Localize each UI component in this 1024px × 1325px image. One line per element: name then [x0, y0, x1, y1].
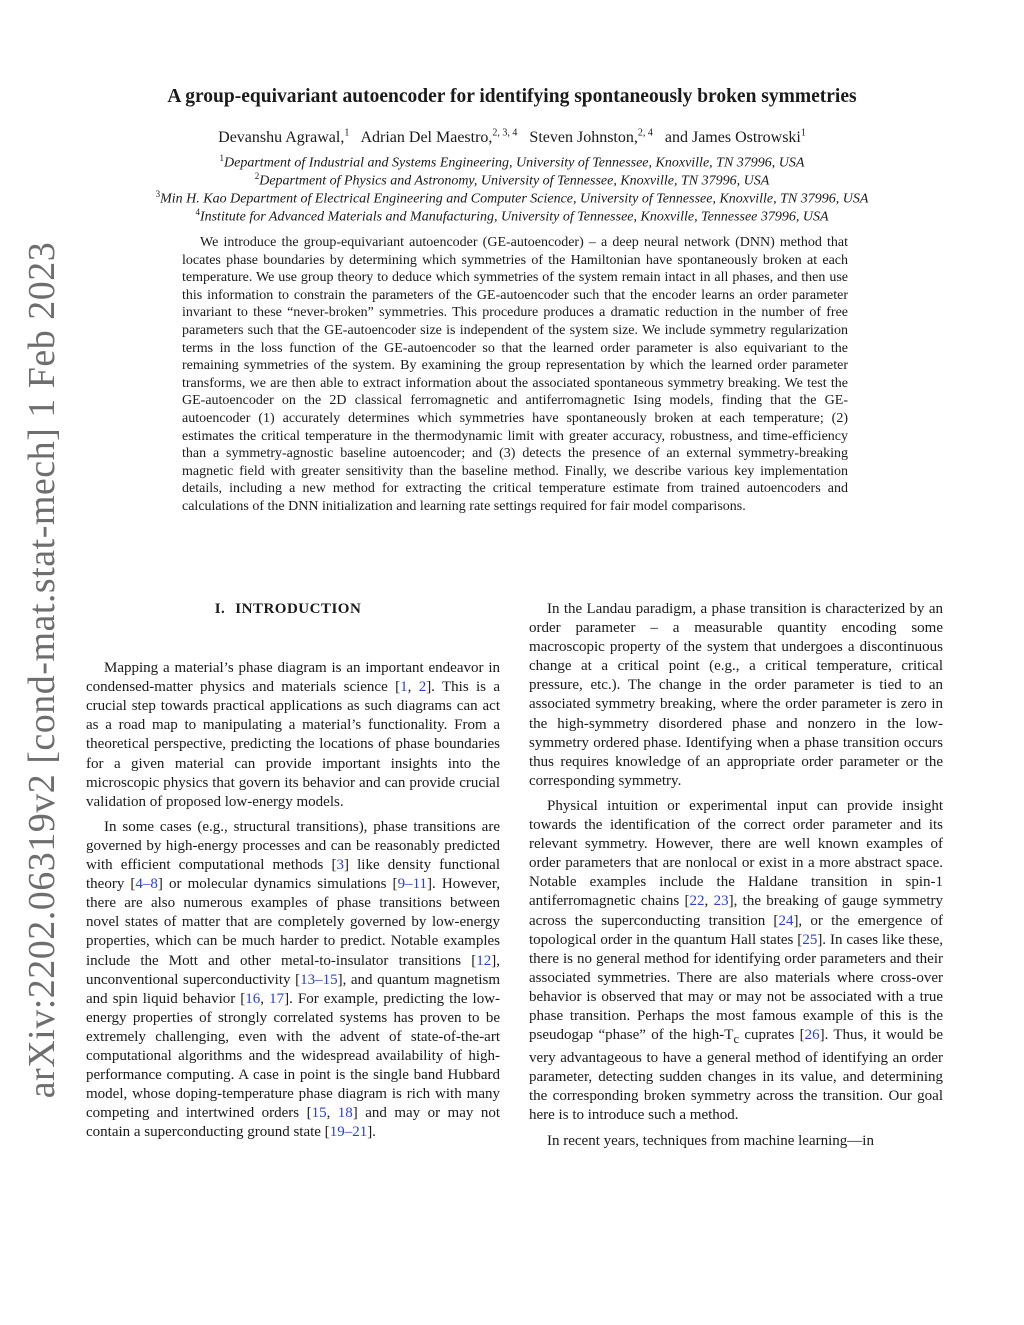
text-run: [ [395, 679, 401, 696]
citation-link[interactable]: 16 [245, 990, 261, 1007]
text-run: ], unconventional superconductivity [ [86, 952, 500, 988]
text-run: In some cases (e.g., structural transitions), phase transitions are governed by high-energy processes and can be reasonably predicted with efficient computational methods [ [86, 818, 500, 874]
text-run: ]. Thus, it would be very advantageous to have a general method of identifying an order parameter, detecting sudden changes in its value, and determining the corresponding broken symmetry across the transition. Our goal here is to introduce such a method. [529, 1027, 943, 1124]
citation-link[interactable]: 25 [802, 931, 818, 948]
text-run: , [260, 990, 270, 1007]
section-title: INTRODUCTION [235, 601, 362, 617]
subscript: c [733, 1032, 740, 1047]
affiliation: $^2$Department of Physics and Astronomy, University of Tennessee, Knoxville, TN 37996, USA [254, 171, 770, 189]
affiliation: $^1$Department of Industrial and Systems Engineering, University of Tennessee, Knoxville, TN 37996, USA [219, 153, 805, 171]
author-list [0, 128, 1024, 147]
text-run: , [407, 679, 419, 696]
text-run: ] and may or may not contain a superconducting ground state [ [86, 1105, 500, 1141]
section-number: I. [214, 601, 226, 617]
body-paragraph [86, 818, 500, 1143]
affiliation: $^4$Institute for Advanced Materials and Manufacturing, University of Tennessee, Knoxville, Tennessee 37996, USA [195, 207, 829, 225]
text-run: , [704, 893, 714, 910]
body-paragraph [86, 659, 500, 812]
text-run: ]. For example, predicting the low-energy properties of strongly correlated systems has proven to be extremely challenging, even with the advent of state-of-the-art computational algorithms and the widespread availability of high-performance computing. A case in point is the single band Hubbard model, whose doping-temperature phase diagram is rich with many competing and intertwined orders [ [86, 990, 501, 1122]
body-paragraph [529, 600, 943, 791]
section-heading [86, 600, 500, 619]
text-run: cuprates [ [739, 1027, 805, 1044]
text-run: ], and quantum magnetism and spin liquid behavior [ [86, 971, 500, 1007]
body-paragraph [529, 1132, 943, 1151]
citation-link[interactable]: 23 [713, 893, 729, 910]
body-paragraph [529, 797, 943, 1126]
citation-link[interactable]: 15 [311, 1105, 327, 1122]
text-run: ] or molecular dynamics simulations [ [157, 876, 398, 893]
citation-link[interactable]: 18 [337, 1105, 353, 1122]
citation-link[interactable]: 12 [476, 952, 492, 969]
citation-link[interactable]: 9–11 [397, 876, 428, 893]
arxiv-identifier-text: arXiv:2202.06319v2 [cond-mat.stat-mech] 1 Feb 2023 [21, 241, 63, 1099]
arxiv-identifier [14, 241, 70, 1099]
paper-title: A group-equivariant autoencoder for identifying spontaneously broken symmetries [167, 86, 857, 107]
right-column [529, 600, 943, 1157]
affiliation: $^3$Min H. Kao Department of Electrical Engineering and Computer Science, University of Tennessee, Knoxville, TN 37996, USA [155, 189, 869, 207]
abstract: We introduce the group-equivariant autoencoder (GE-autoencoder) – a deep neural network (DNN) method that locates phase boundaries by determining which symmetries of the Hamiltonian have spontaneously broken at each temperature. We use group theory to deduce which symmetries of the system remain intact in all phases, and then use this information to constrain the parameters of the GE-autoencoder such that the encoder learns an order parameter invariant to these “never-broken” symmetries. This procedure produces a dramatic reduction in the number of free parameters such that the GE-autoencoder size is independent of the system size. We include symmetry regularization terms in the loss function of the GE-autoencoder so that the learned order parameter is also equivariant to the remaining symmetries of the system. By examining the group representation by which the learned order parameter transforms, we are then able to extract information about the associated spontaneous symmetry breaking. We test the GE-autoencoder on the 2D classical ferromagnetic and antiferromagnetic Ising models, finding that the GE-autoencoder (1) accurately determines which symmetries have spontaneously broken at each temperature; (2) estimates the critical temperature in the thermodynamic limit with greater accuracy, robustness, and time-efficiency than a symmetry-agnostic baseline autoencoder; and (3) detects the presence of an external symmetry-breaking magnetic field with greater sensitivity than the baseline method. Finally, we describe various key implementation details, including a new method for extracting the critical temperature estimate from trained autoencoders and calculations of the DNN initialization and learning rate settings required for fair model comparisons. [182, 235, 848, 514]
citation-link[interactable]: 2 [418, 679, 427, 696]
citation-link[interactable]: 1 [400, 679, 408, 696]
author: Adrian Del Maestro,$^{2, 3, 4}$ [360, 128, 518, 147]
text-run: In the Landau paradigm, a phase transition is characterized by an order parameter – a measurable quantity encoding some macroscopic property of the system that undergoes a discontinuous change at a critical point (e.g., a critical temperature, critical pressure, etc.). The change in the order parameter is tied to an associated symmetry breaking, where the order parameter is zero in the high-symmetry disordered phase and nonzero in the low-symmetry ordered phase. Identifying when a phase transition occurs thus requires knowledge of an appropriate order parameter or the corresponding symmetry. [529, 601, 943, 789]
text-run: ], or the emergence of topological order in the quantum Hall states [ [529, 912, 943, 948]
left-paragraphs [86, 659, 500, 1142]
text-run: ]. This is a crucial step towards practical applications as such diagrams can act as a road map to manipulating a material’s functionality. From a theoretical perspective, predicting the locations of phase boundaries for a given material can provide important insights into the microscopic physics that govern its behavior and can provide crucial validation of proposed low-energy models. [86, 679, 501, 810]
text-run: ]. In cases like these, there is no general method for identifying order parameters and their associated symmetries. There are also materials where cross-over behavior is observed that may or may not be associated with a true phase transition. Perhaps the most famous example of this is the pseudogap “phase” of the high-T [529, 931, 944, 1044]
citation-link[interactable]: 22 [689, 893, 705, 910]
citation-link[interactable]: 17 [269, 990, 285, 1007]
left-column [86, 600, 500, 1148]
text-run: ] like density functional theory [ [86, 857, 500, 893]
text-run: In recent years, techniques from machine learning—in [547, 1132, 874, 1149]
citation-link[interactable]: 3 [336, 857, 344, 874]
text-run: , [326, 1105, 338, 1122]
text-run: ]. However, there are also numerous examples of phase transitions between novel states of matter that are completely governed by low-energy properties, which can be much harder to predict. Notable examples include the Mott and other metal-to-insulator transitions [ [86, 876, 500, 969]
text-run: ]. [367, 1124, 376, 1141]
author: and James Ostrowski$^1$ [664, 128, 806, 147]
right-paragraphs [529, 600, 943, 1151]
citation-link[interactable]: 4–8 [135, 876, 158, 893]
citation-link[interactable]: 19–21 [329, 1124, 368, 1141]
text-run: ], the breaking of gauge symmetry across the superconducting transition [ [529, 893, 943, 929]
text-run: Mapping a material’s phase diagram is an important endeavor in condensed-matter physics and materials science [86, 660, 500, 696]
citation-link[interactable]: 26 [804, 1027, 820, 1044]
citation-link[interactable]: 13–15 [300, 971, 338, 988]
author: Steven Johnston,$^{2, 4}$ [529, 128, 653, 147]
citation-link[interactable]: 24 [778, 912, 794, 929]
author: Devanshu Agrawal,$^1$ [218, 128, 350, 147]
text-run: Physical intuition or experimental input can provide insight towards the identification of the correct order parameter and its relevant symmetry. However, there are well known examples of order parameters that are nonlocal or exist in a more abstract space. Notable examples include the Haldane transition in spin-1 antiferromagnetic chains [ [529, 797, 943, 910]
